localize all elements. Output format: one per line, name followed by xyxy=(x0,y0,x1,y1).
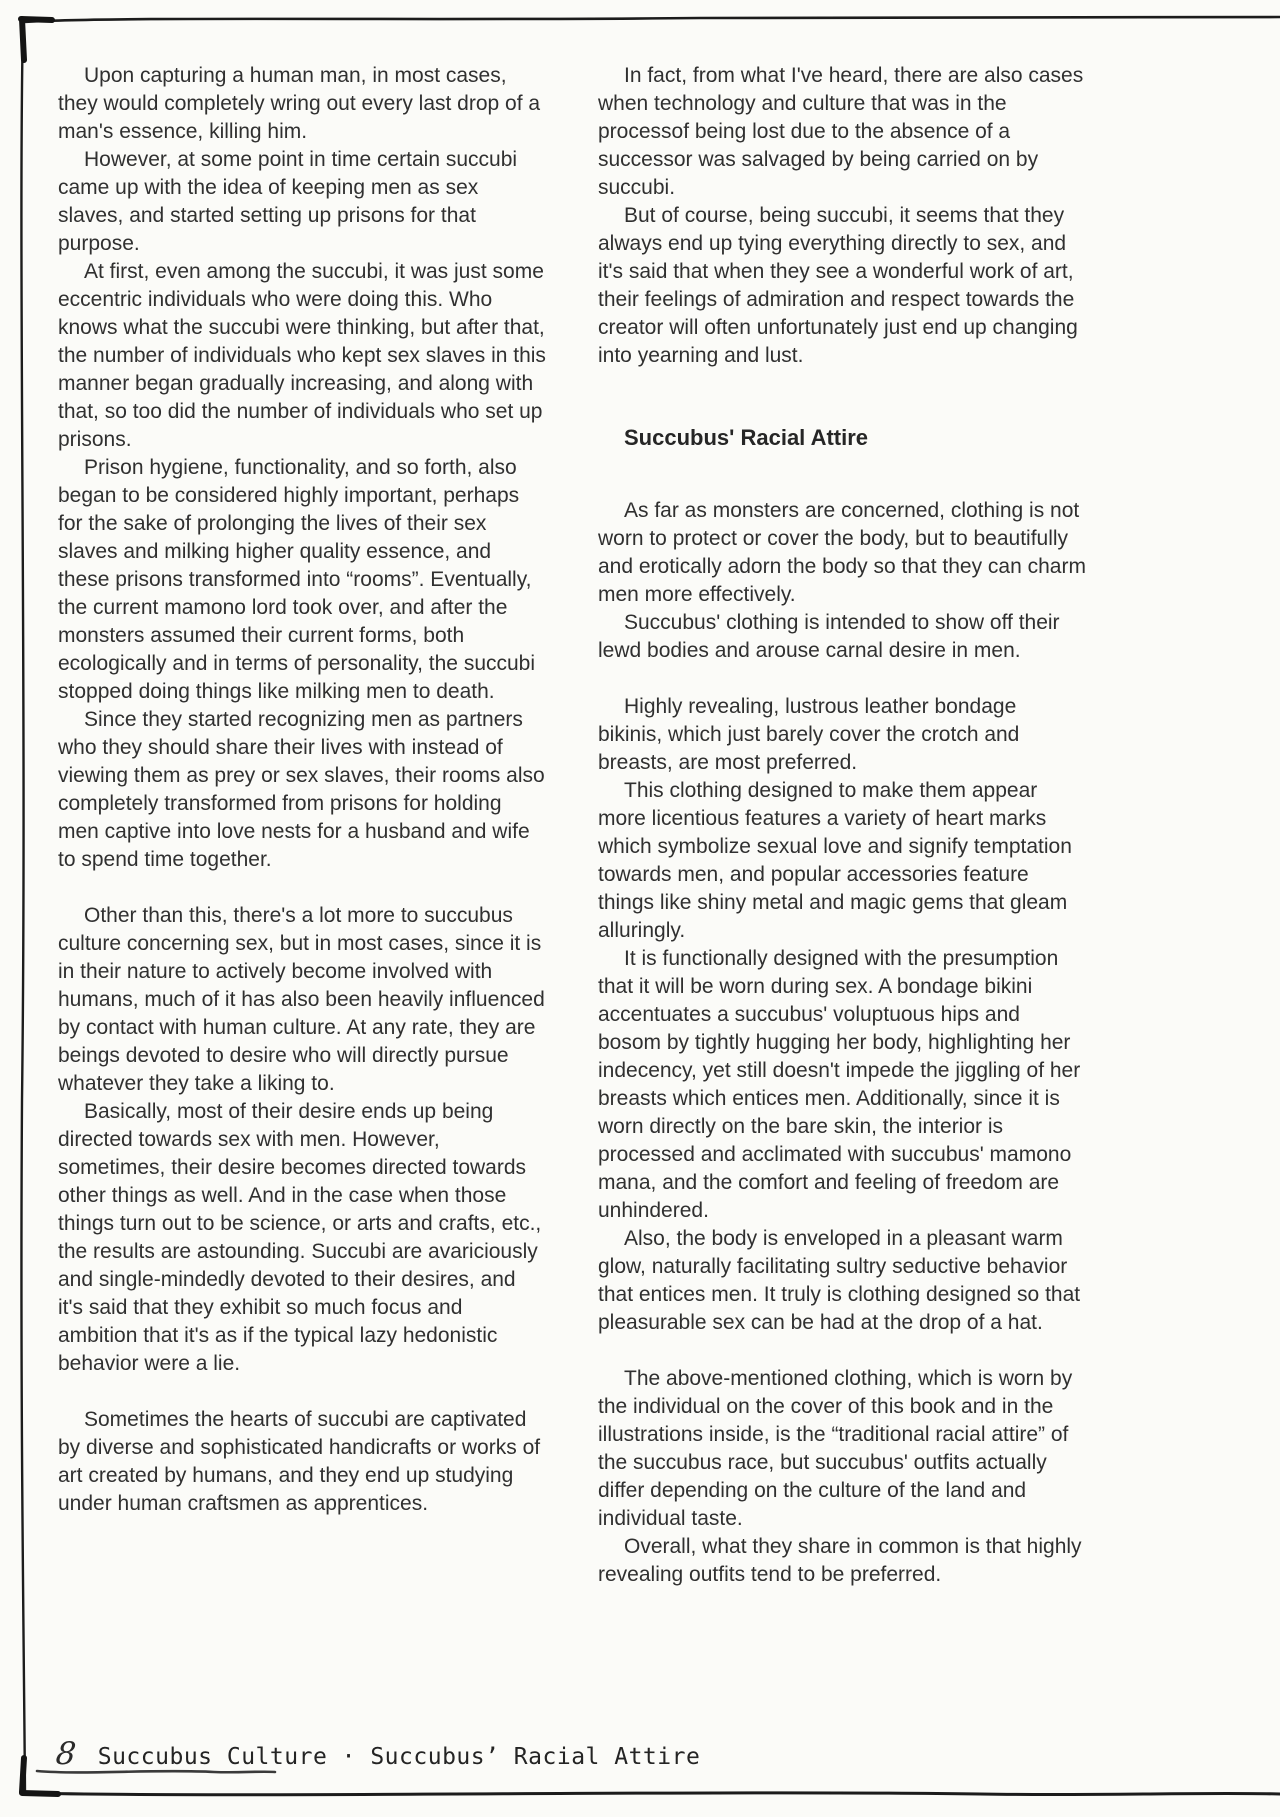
page-number: 8 xyxy=(54,1736,78,1772)
paragraph-gap xyxy=(598,1337,1086,1365)
paragraph: But of course, being succubi, it seems that they always end up tying everything directly to sex, and it's said that when they see a wonderful work of art, their feelings of admiration and respect towards the creator will often unfortunately just end up changing into yearning and lust. xyxy=(598,204,1078,367)
paragraph: It is functionally designed with the presumption that it will be worn during sex. A bondage bikini accentuates a succubus' voluptuous hips and bosom by tightly hugging her body, highlighting her indecency, yet still doesn't impede the jiggling of her breasts which entices men. Additionally, since it is worn directly on the bare skin, the interior is processed and acclimated with succubus' mamono mana, and the comfort and feeling of freedom are unhindered. xyxy=(598,947,1081,1222)
paragraph: Since they started recognizing men as partners who they should share their lives with instead of viewing them as prey or sex slaves, their rooms also completely transformed from prisons for holding men captive into love nests for a husband and wife to spend time together. xyxy=(58,708,545,871)
paragraph-gap xyxy=(58,1378,546,1406)
text-columns xyxy=(58,62,1086,1589)
paragraph-gap xyxy=(598,370,1086,398)
paragraph: Basically, most of their desire ends up being directed towards sex with men. However, sometimes, their desire becomes directed towards other things as well. And in the case when those things turn out to be science, or arts and crafts, etc., the results are astounding. Succubi are avariciously and single-mindedly devoted to their desires, and it's said that they exhibit so much focus and ambition that it's as if the typical lazy hedonistic behavior were a lie. xyxy=(58,1100,542,1375)
paragraph: Sometimes the hearts of succubi are captivated by diverse and sophisticated handicrafts or works of art created by humans, and they end up studying under human craftsmen as apprentices. xyxy=(58,1408,541,1515)
paragraph: At first, even among the succubi, it was just some eccentric individuals who were doing this. Who knows what the succubi were thinking, but after that, the number of individuals who kept sex slaves in this manner began gradually increasing, and along with that, so too did the number of individuals who set up prisons. xyxy=(58,260,546,451)
paragraph: This clothing designed to make them appear more licentious features a variety of heart marks which symbolize sexual love and signify temptation towards men, and popular accessories feature things like shiny metal and magic gems that gleam alluringly. xyxy=(598,779,1072,942)
paragraph: Also, the body is enveloped in a pleasant warm glow, naturally facilitating sultry seductive behavior that entices men. It truly is clothing designed so that pleasurable sex can be had at the drop of a hat. xyxy=(598,1227,1081,1334)
paragraph: In fact, from what I've heard, there are also cases when technology and culture that was in the processof being lost due to the absence of a successor was salvaged by being carried on by succubi. xyxy=(598,64,1084,199)
paragraph: Other than this, there's a lot more to succubus culture concerning sex, but in most cases, since it is in their nature to actively become involved with humans, much of it has also been heavily influenced by contact with human culture. At any rate, they are beings devoted to desire who will directly pursue whatever they take a liking to. xyxy=(58,904,545,1095)
paragraph-gap xyxy=(598,469,1086,497)
paragraph-gap xyxy=(58,874,546,902)
paragraph: Upon capturing a human man, in most cases, they would completely wring out every last drop of a man's essence, killing him. xyxy=(58,64,541,143)
paragraph: As far as monsters are concerned, clothing is not worn to protect or cover the body, but to beautifully and erotically adorn the body so that they can charm men more effectively. xyxy=(598,499,1086,606)
right-column xyxy=(598,62,1086,1589)
paragraph: Prison hygiene, functionality, and so forth, also began to be considered highly important, perhaps for the sake of prolonging the lives of their sex slaves and milking higher quality essence, and these prisons transformed into “rooms”. Eventually, the current mamono lord took over, and after the monsters assumed their current forms, both ecologically and in terms of personality, the succubi stopped doing things like milking men to death. xyxy=(58,456,536,703)
left-column xyxy=(58,62,546,1589)
paragraph: However, at some point in time certain succubi came up with the idea of keeping men as sex slaves, and started setting up prisons for that purpose. xyxy=(58,148,518,255)
paragraph: The above-mentioned clothing, which is worn by the individual on the cover of this book and in the illustrations inside, is the “traditional racial attire” of the succubus race, but succubus' outfits actually differ depending on the culture of the land and individual taste. xyxy=(598,1367,1073,1530)
paragraph: Overall, what they share in common is that highly revealing outfits tend to be preferred. xyxy=(598,1535,1082,1586)
paragraph: Highly revealing, lustrous leather bondage bikinis, which just barely cover the crotch and breasts, are most preferred. xyxy=(598,695,1020,774)
footer-chapter-title: Succubus Culture · Succubus’ Racial Attire xyxy=(97,1744,701,1770)
paragraph-gap xyxy=(598,665,1086,693)
section-heading: Succubus' Racial Attire xyxy=(624,425,869,450)
paragraph: Succubus' clothing is intended to show off their lewd bodies and arouse carnal desire in men. xyxy=(598,611,1060,662)
footer-underline-stroke xyxy=(34,1764,278,1778)
